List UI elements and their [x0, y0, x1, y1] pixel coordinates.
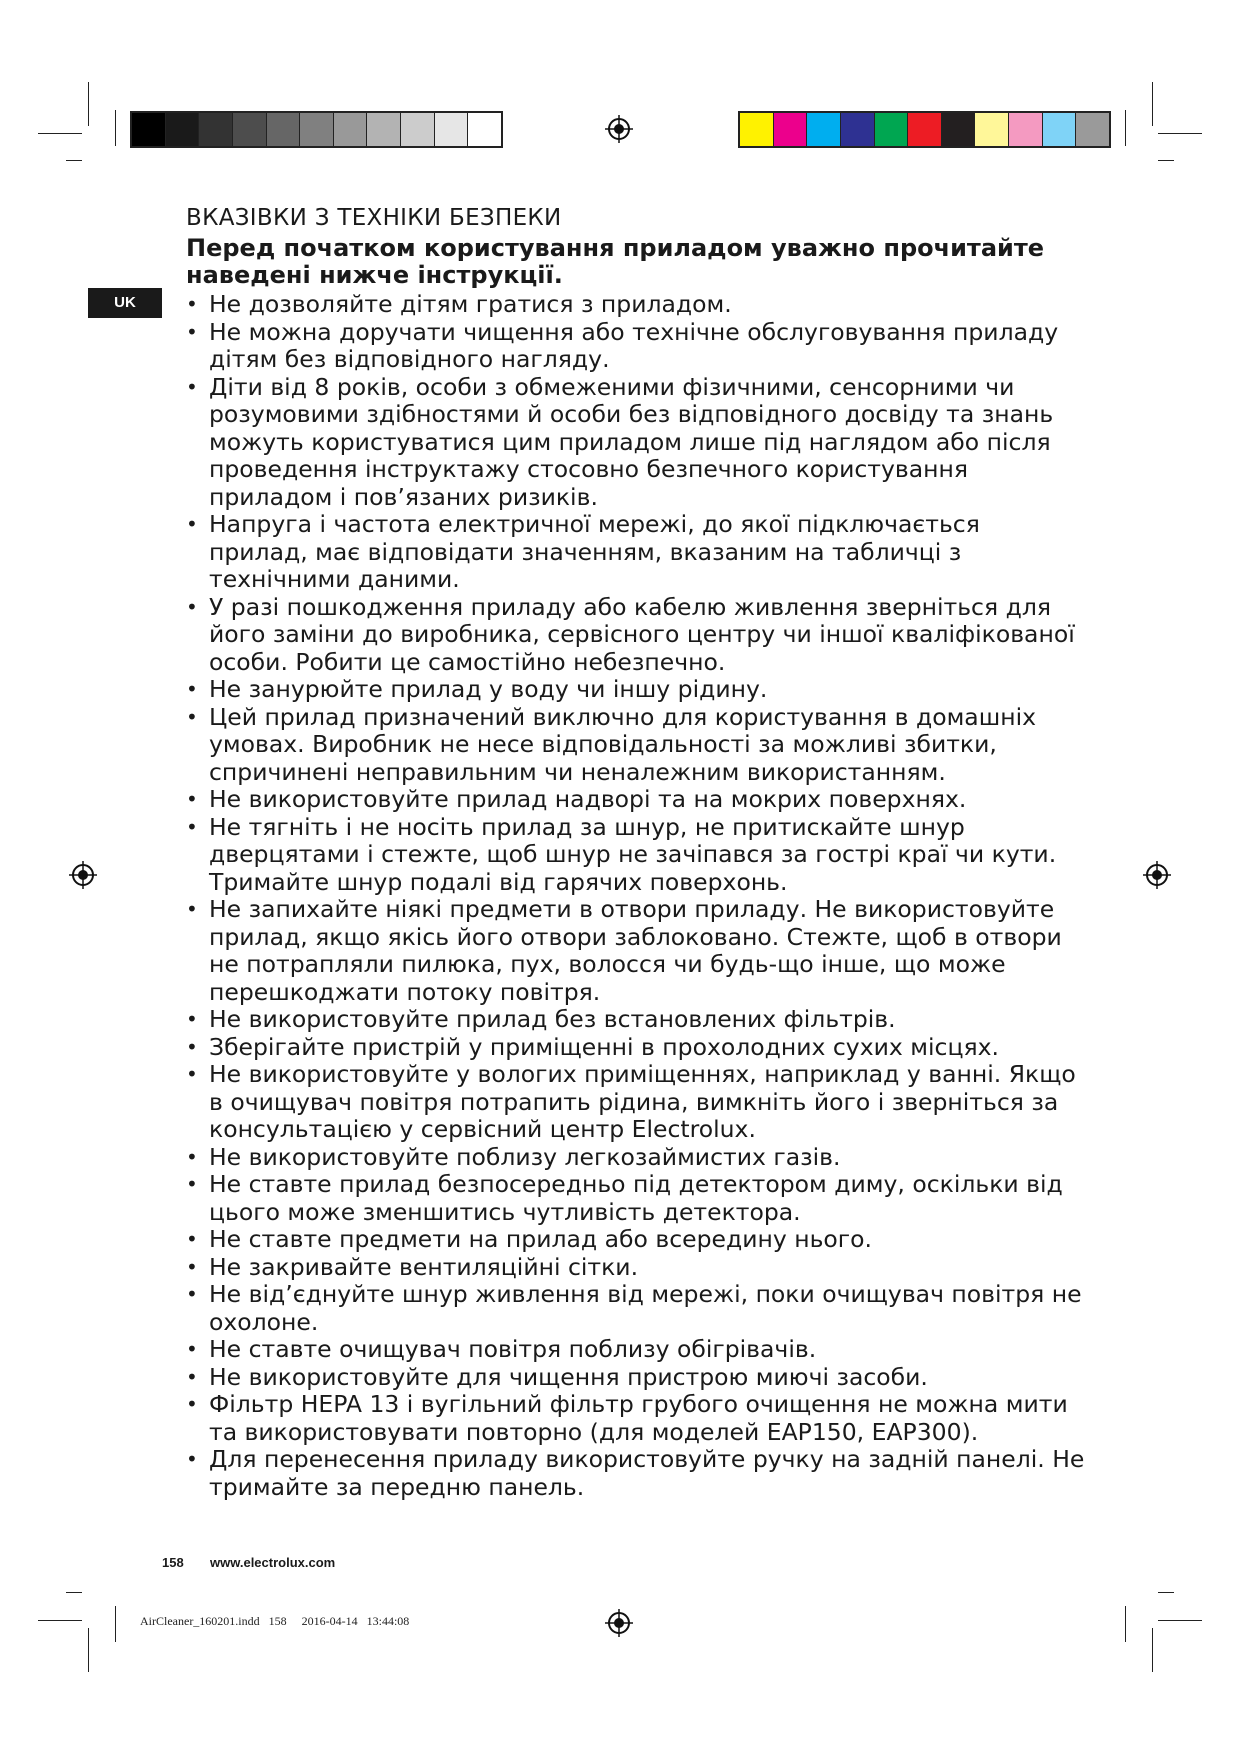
color-swatch — [233, 113, 267, 146]
color-swatch — [199, 113, 233, 146]
crop-mark — [88, 82, 89, 126]
bullet-icon: • — [186, 1034, 198, 1059]
page-title: ВКАЗІВКИ З ТЕХНІКИ БЕЗПЕКИ — [186, 205, 562, 231]
list-item — [186, 374, 1086, 512]
bullet-icon: • — [186, 374, 198, 399]
bullet-icon: • — [186, 814, 198, 839]
color-swatch — [942, 113, 976, 146]
list-item-text: Не ставте очищувач повітря поблизу обігрівачів. — [209, 1335, 817, 1363]
color-swatch — [435, 113, 469, 146]
list-item — [186, 1391, 1086, 1446]
list-item-text: Не використовуйте поблизу легкозаймистих газів. — [209, 1142, 841, 1171]
list-item-text: Не використовуйте у вологих приміщеннях, наприклад у ванні. Якщо в очищувач повітря потрапить рідина, вимкніть його і зверніться за консультацією у сервісний центр Electrolux. — [209, 1060, 1076, 1143]
list-item — [186, 1254, 1086, 1282]
list-item-text: Не тягніть і не носіть прилад за шнур, не притискайте шнур дверцятами і стежте, щоб шнур не зачіпався за гострі краї чи кути. Тримайте шнур подалі від гарячих поверхонь. — [209, 812, 1057, 896]
color-swatch — [807, 113, 841, 146]
list-item-text: Напруга і частота електричної мережі, до якої підключається прилад, має відповідати значенням, вказаним на табличці з технічними даними. — [209, 510, 980, 593]
crop-mark — [1125, 1606, 1126, 1642]
color-swatch — [267, 113, 301, 146]
list-item-text: Не дозволяйте дітям гратися з приладом. — [209, 290, 732, 318]
list-item-text: Цей прилад призначений виключно для користування в домашніх умовах. Виробник не несе відповідальності за можливі збитки, спричинені неправильним чи неналежним використанням. — [209, 702, 1037, 786]
bullet-icon: • — [186, 1172, 198, 1196]
registration-mark-icon — [604, 114, 634, 144]
bullet-icon: • — [186, 1062, 198, 1086]
registration-mark-icon — [1142, 860, 1172, 890]
process-color-bar — [738, 111, 1111, 148]
bullet-icon: • — [186, 319, 198, 344]
color-swatch — [166, 113, 200, 146]
list-item-text: Не від’єднуйте шнур живлення від мережі, поки очищувач повітря не охолоне. — [209, 1280, 1082, 1336]
list-item — [186, 319, 1086, 374]
bullet-icon: • — [186, 292, 198, 316]
list-item-text: Фільтр HEPA 13 і вугільний фільтр грубого очищення не можна мити та використовувати повторно (для моделей EAP150, EAP300). — [209, 1390, 1068, 1446]
language-badge: UK — [88, 288, 162, 318]
list-item-text: Зберігайте пристрій у приміщенні в прохолодних сухих місцях. — [209, 1032, 999, 1061]
bullet-icon: • — [186, 1254, 198, 1279]
bullet-icon: • — [186, 512, 198, 536]
color-swatch — [975, 113, 1009, 146]
bullet-icon: • — [186, 704, 198, 729]
list-item — [186, 1226, 1086, 1254]
safety-instructions — [186, 203, 1086, 1501]
list-item-text: Не ставте предмети на прилад або всередину нього. — [209, 1225, 873, 1253]
list-item — [186, 594, 1086, 677]
color-swatch — [740, 113, 774, 146]
list-item — [186, 1446, 1086, 1501]
crop-mark — [1158, 1620, 1202, 1621]
grayscale-color-bar — [130, 111, 503, 148]
list-item-text: Не можна доручати чищення або технічне обслуговування приладу дітям без відповідного нагляду. — [209, 317, 1059, 373]
list-item-text: Не запихайте ніякі предмети в отвори приладу. Не використовуйте прилад, якщо якісь його отвори заблоковано. Стежте, щоб в отвори не потрапляли пилюка, пух, волосся чи будь-що інше, що може перешкоджати потоку повітря. — [209, 895, 1062, 1006]
list-item-text: У разі пошкодження приладу або кабелю живлення зверніться для його заміни до виробника, сервісного центру чи іншої кваліфікованої особи. Робити це самостійно небезпечно. — [209, 592, 1075, 676]
list-item-text: Діти від 8 років, особи з обмеженими фізичними, сенсорними чи розумовими здібностями й особи без відповідного досвіду та знань можуть користуватися цим приладом лише під наглядом або після проведення інструктажу стосовно безпечного користування приладом і пов’язаних ризиків. — [209, 372, 1054, 511]
registration-mark-icon — [604, 1608, 634, 1638]
crop-mark — [1125, 110, 1126, 146]
bullet-icon: • — [186, 1337, 198, 1361]
list-item-text: Не ставте прилад безпосередньо під детектором диму, оскільки від цього може зменшитись чутливість детектора. — [209, 1170, 1063, 1226]
color-swatch — [468, 113, 501, 146]
color-swatch — [875, 113, 909, 146]
color-swatch — [300, 113, 334, 146]
color-swatch — [1009, 113, 1043, 146]
bullet-icon: • — [186, 594, 198, 619]
bullet-icon: • — [186, 787, 198, 811]
list-item-text: Не закривайте вентиляційні сітки. — [209, 1252, 639, 1281]
crop-mark — [1152, 1628, 1153, 1672]
list-item — [186, 704, 1086, 787]
crop-mark — [1158, 1592, 1174, 1593]
crop-mark — [66, 160, 82, 161]
crop-mark — [88, 1628, 89, 1672]
list-item — [186, 511, 1086, 594]
bullet-icon: • — [186, 1227, 198, 1251]
list-item — [186, 1336, 1086, 1364]
crop-mark — [66, 1592, 82, 1593]
bullet-icon: • — [186, 1392, 198, 1416]
list-item — [186, 1281, 1086, 1336]
list-item-text: Не використовуйте для чищення пристрою миючі засоби. — [209, 1362, 928, 1391]
color-swatch — [841, 113, 875, 146]
bullet-icon: • — [186, 677, 198, 701]
crop-mark — [1158, 133, 1202, 134]
footer-url: www.electrolux.com — [210, 1555, 336, 1570]
list-item — [186, 896, 1086, 1006]
list-item — [186, 1364, 1086, 1392]
registration-mark-icon — [68, 860, 98, 890]
crop-mark — [115, 110, 116, 146]
color-swatch — [1043, 113, 1077, 146]
list-item — [186, 786, 1086, 814]
crop-mark — [38, 1620, 82, 1621]
list-item — [186, 676, 1086, 704]
crop-mark — [1158, 160, 1174, 161]
list-item — [186, 1171, 1086, 1226]
color-swatch — [1076, 113, 1109, 146]
color-swatch — [774, 113, 808, 146]
list-item — [186, 1034, 1086, 1062]
intro-text: Перед початком користування приладом уважно прочитайте наведені нижче інструкції. — [186, 234, 1045, 289]
list-item — [186, 814, 1086, 897]
list-item — [186, 291, 1086, 319]
color-swatch — [132, 113, 166, 146]
list-item-text: Не використовуйте прилад надворі та на мокрих поверхнях. — [209, 785, 967, 813]
crop-mark — [115, 1606, 116, 1642]
color-swatch — [908, 113, 942, 146]
crop-mark — [1152, 82, 1153, 126]
list-item-text: Для перенесення приладу використовуйте ручку на задній панелі. Не тримайте за передню панель. — [209, 1445, 1085, 1501]
list-item — [186, 1144, 1086, 1172]
list-item — [186, 1061, 1086, 1144]
list-item-text: Не занурюйте прилад у воду чи іншу рідину. — [209, 675, 768, 703]
instruction-list — [186, 291, 1086, 1501]
bullet-icon: • — [186, 1447, 198, 1471]
bullet-icon: • — [186, 1144, 198, 1169]
list-item-text: Не використовуйте прилад без встановлених фільтрів. — [209, 1005, 896, 1033]
color-swatch — [334, 113, 368, 146]
print-slug: AirCleaner_160201.indd 158 2016-04-14 13:44:08 — [140, 1614, 410, 1628]
color-swatch — [367, 113, 401, 146]
bullet-icon: • — [186, 897, 198, 921]
bullet-icon: • — [186, 1282, 198, 1306]
bullet-icon: • — [186, 1007, 198, 1031]
crop-mark — [38, 133, 82, 134]
list-item — [186, 1006, 1086, 1034]
bullet-icon: • — [186, 1364, 198, 1389]
color-swatch — [401, 113, 435, 146]
page-number: 158 — [162, 1555, 184, 1570]
